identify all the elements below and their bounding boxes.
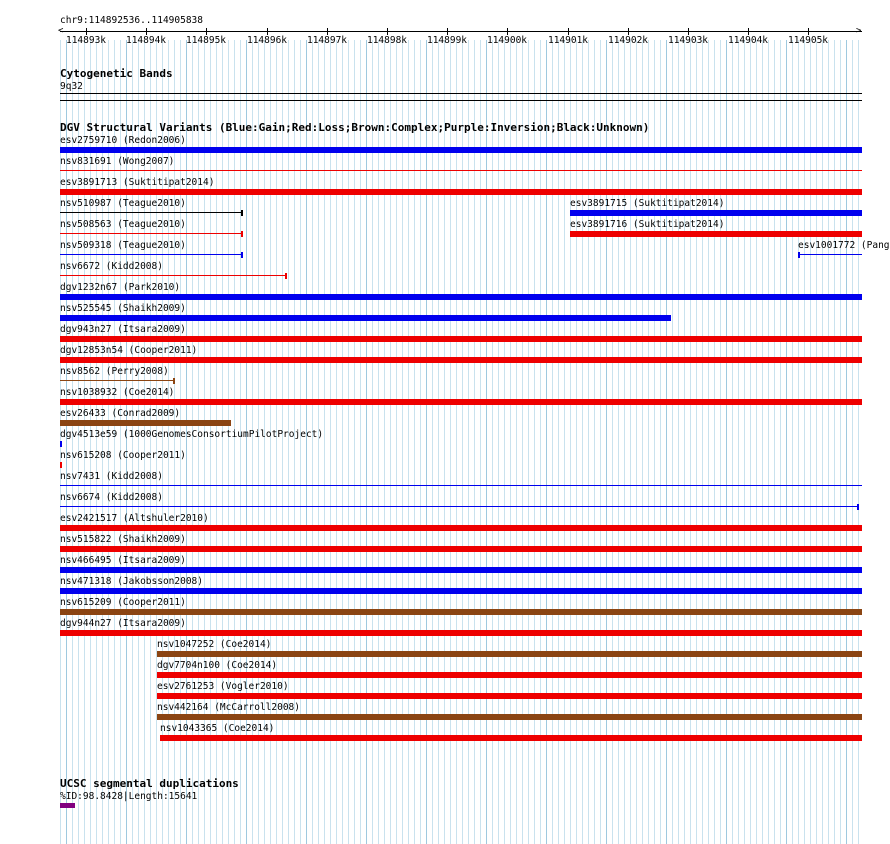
variant-feature[interactable]: [60, 233, 242, 234]
variant-label[interactable]: dgv4513e59 (1000GenomesConsortiumPilotProject): [60, 429, 324, 440]
ruler-tick-label: 114894k: [125, 35, 167, 46]
variant-label[interactable]: dgv12853n54 (Cooper2011): [60, 345, 198, 356]
variant-feature[interactable]: [60, 399, 862, 405]
variant-feature[interactable]: [60, 567, 862, 573]
ruler-tick-label: 114895k: [185, 35, 227, 46]
variant-label[interactable]: nsv6674 (Kidd2008): [60, 492, 163, 503]
ruler-tick: [748, 28, 749, 35]
variant-label[interactable]: nsv6672 (Kidd2008): [60, 261, 163, 272]
variant-label[interactable]: nsv7431 (Kidd2008): [60, 471, 163, 482]
ruler-tick: [146, 28, 147, 35]
variant-feature[interactable]: [157, 693, 862, 699]
ruler-tick-label: 114898k: [366, 35, 408, 46]
variant-endcap: [173, 378, 175, 384]
variant-label[interactable]: nsv466495 (Itsara2009): [60, 555, 186, 566]
cytoband-line-bottom: [60, 100, 862, 101]
variant-endcap: [285, 273, 287, 279]
variant-feature[interactable]: [60, 441, 62, 447]
variant-label[interactable]: esv26433 (Conrad2009): [60, 408, 181, 419]
segdup-title: UCSC segmental duplications: [60, 777, 239, 790]
variant-label[interactable]: nsv1043365 (Coe2014): [160, 723, 275, 734]
ruler-tick: [628, 28, 629, 35]
variant-endcap: [241, 231, 243, 237]
variant-label[interactable]: esv2759710 (Redon2006): [60, 135, 186, 146]
ruler-tick-label: 114899k: [426, 35, 468, 46]
variant-feature[interactable]: [157, 672, 862, 678]
variant-label[interactable]: esv3891713 (Suktitipat2014): [60, 177, 215, 188]
variant-label[interactable]: nsv615209 (Cooper2011): [60, 597, 186, 608]
variant-label[interactable]: nsv508563 (Teague2010): [60, 219, 186, 230]
ruler-tick: [327, 28, 328, 35]
variant-feature[interactable]: [60, 275, 286, 276]
cytoband-line-top: [60, 93, 862, 94]
ruler-tick-label: 114901k: [547, 35, 589, 46]
region-label: chr9:114892536..114905838: [60, 15, 203, 26]
variant-feature[interactable]: [60, 315, 671, 321]
variant-label[interactable]: esv2761253 (Vogler2010): [157, 681, 289, 692]
variant-feature[interactable]: [60, 485, 862, 486]
variant-label[interactable]: nsv8562 (Perry2008): [60, 366, 169, 377]
ruler-tick-label: 114893k: [65, 35, 107, 46]
ruler-tick: [507, 28, 508, 35]
variant-label[interactable]: nsv442164 (McCarroll2008): [157, 702, 300, 713]
cytoband-title: Cytogenetic Bands: [60, 67, 173, 80]
variant-feature[interactable]: [60, 630, 862, 636]
ruler-right-arrow: >: [856, 26, 862, 36]
variant-feature[interactable]: [60, 212, 242, 213]
variant-label[interactable]: nsv1038932 (Coe2014): [60, 387, 175, 398]
dgv-title: DGV Structural Variants (Blue:Gain;Red:Loss;Brown:Complex;Purple:Inversion;Black:Unknown): [60, 121, 650, 134]
ruler-tick-label: 114897k: [306, 35, 348, 46]
variant-feature[interactable]: [60, 588, 862, 594]
segdup-feature[interactable]: [60, 803, 75, 808]
variant-endcap: [241, 210, 243, 216]
variant-label[interactable]: nsv831691 (Wong2007): [60, 156, 175, 167]
ruler-left-arrow: <: [58, 26, 64, 36]
variant-label[interactable]: dgv1232n67 (Park2010): [60, 282, 181, 293]
ruler-tick-label: 114903k: [667, 35, 709, 46]
ruler-tick-label: 114896k: [246, 35, 288, 46]
variant-feature[interactable]: [60, 506, 858, 507]
variant-feature[interactable]: [60, 254, 242, 255]
variant-feature[interactable]: [60, 357, 862, 363]
variant-feature[interactable]: [60, 294, 862, 300]
ruler-tick: [387, 28, 388, 35]
variant-feature[interactable]: [570, 231, 862, 237]
variant-label[interactable]: nsv525545 (Shaikh2009): [60, 303, 186, 314]
ruler-tick-label: 114904k: [727, 35, 769, 46]
segdup-label: %ID:98.8428|Length:15641: [60, 791, 198, 802]
ruler-tick: [447, 28, 448, 35]
variant-label[interactable]: nsv510987 (Teague2010): [60, 198, 186, 209]
variant-label[interactable]: nsv509318 (Teague2010): [60, 240, 186, 251]
ruler-tick: [206, 28, 207, 35]
cytoband-label: 9q32: [60, 81, 83, 92]
variant-label[interactable]: nsv1047252 (Coe2014): [157, 639, 272, 650]
variant-feature[interactable]: [60, 525, 862, 531]
variant-feature[interactable]: [60, 546, 862, 552]
variant-label[interactable]: nsv515822 (Shaikh2009): [60, 534, 186, 545]
ruler-tick-label: 114905k: [787, 35, 829, 46]
variant-feature[interactable]: [60, 609, 862, 615]
ruler-tick: [808, 28, 809, 35]
ruler-tick: [688, 28, 689, 35]
variant-feature[interactable]: [157, 651, 862, 657]
ruler-tick-label: 114902k: [607, 35, 649, 46]
variant-feature[interactable]: [60, 420, 231, 426]
ruler-tick: [568, 28, 569, 35]
variant-label[interactable]: esv2421517 (Altshuler2010): [60, 513, 209, 524]
variant-feature[interactable]: [60, 147, 862, 153]
variant-label[interactable]: nsv471318 (Jakobsson2008): [60, 576, 203, 587]
variant-feature[interactable]: [160, 735, 862, 741]
ruler-tick-label: 114900k: [486, 35, 528, 46]
ruler-axis: [60, 31, 862, 32]
variant-feature[interactable]: [570, 210, 862, 216]
ruler-tick: [86, 28, 87, 35]
variant-feature[interactable]: [60, 462, 62, 468]
variant-label[interactable]: dgv943n27 (Itsara2009): [60, 324, 186, 335]
variant-feature[interactable]: [60, 170, 862, 171]
variant-feature[interactable]: [157, 714, 862, 720]
variant-endcap: [857, 504, 859, 510]
variant-endcap: [798, 252, 800, 258]
variant-endcap: [241, 252, 243, 258]
variant-label[interactable]: esv3891716 (Suktitipat2014): [570, 219, 725, 230]
variant-feature[interactable]: [60, 336, 862, 342]
variant-feature[interactable]: [60, 380, 174, 381]
variant-label[interactable]: dgv944n27 (Itsara2009): [60, 618, 186, 629]
variant-feature[interactable]: [798, 254, 862, 255]
variant-label[interactable]: esv3891715 (Suktitipat2014): [570, 198, 725, 209]
variant-label[interactable]: nsv615208 (Cooper2011): [60, 450, 186, 461]
variant-feature[interactable]: [60, 189, 862, 195]
ruler-tick: [267, 28, 268, 35]
variant-label[interactable]: dgv7704n100 (Coe2014): [157, 660, 278, 671]
variant-label[interactable]: esv1001772 (Pang: [798, 240, 890, 251]
